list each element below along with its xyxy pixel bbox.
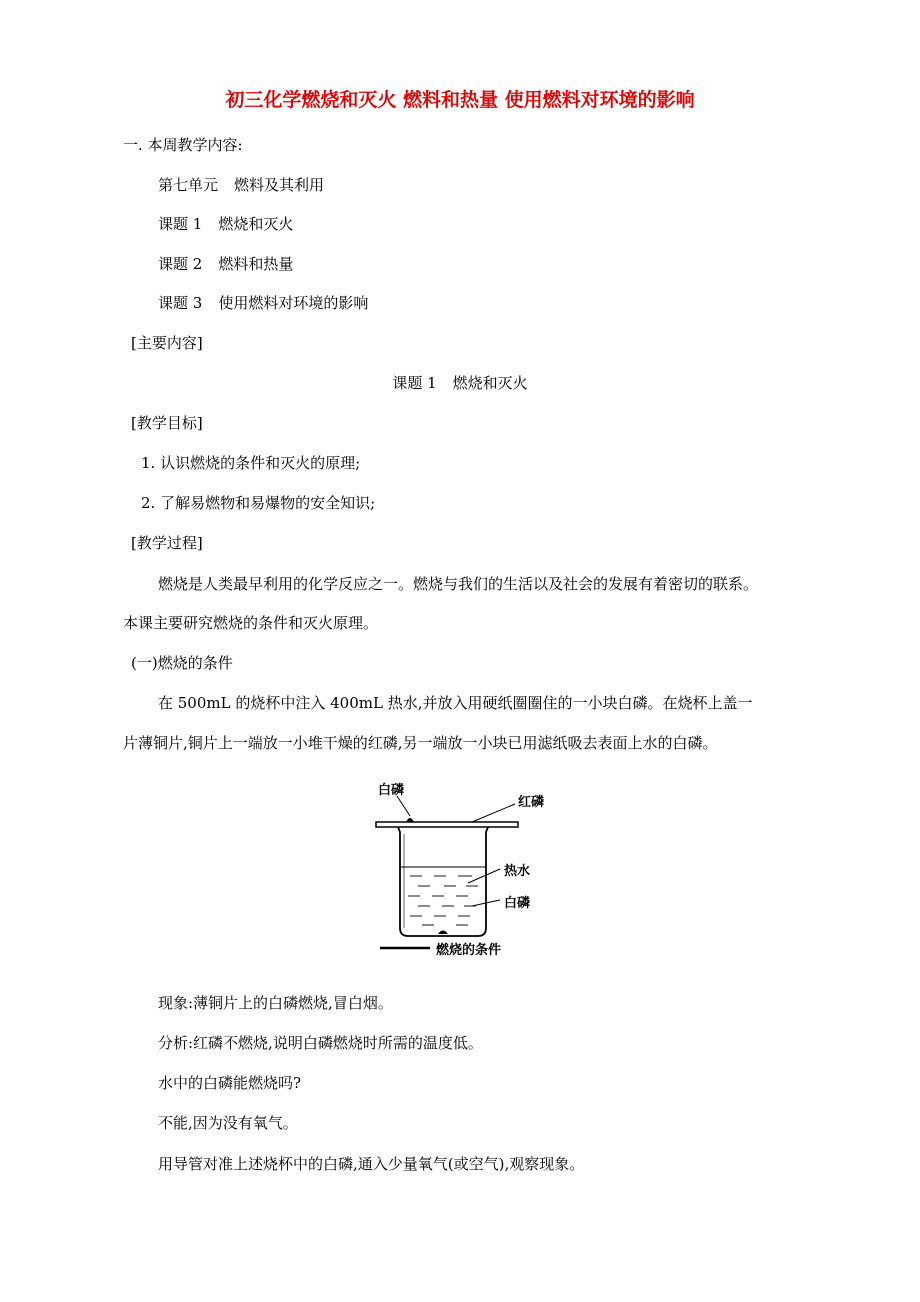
teaching-goals-heading: [教学目标] <box>131 414 203 432</box>
white-phosphorus-in-water <box>438 931 448 935</box>
subsection-heading: (一)燃烧的条件 <box>131 654 233 672</box>
unit-line <box>158 175 324 195</box>
answer-line: 不能,因为没有氧气。 <box>158 1114 298 1132</box>
topic-3-label: 课题 3 <box>158 294 203 312</box>
topic-2-name: 燃料和热量 <box>218 255 294 273</box>
center-topic-heading <box>0 373 920 393</box>
teaching-process-heading: [教学过程] <box>131 534 203 552</box>
section-heading-weekly-content: 一. 本周教学内容: <box>123 136 243 154</box>
combustion-conditions-figure <box>360 770 560 960</box>
intro-paragraph-line-2: 本课主要研究燃烧的条件和灭火原理。 <box>123 614 379 632</box>
copper-plate <box>376 822 518 827</box>
water-dashes <box>408 876 478 925</box>
figure-caption: 燃烧的条件 <box>436 943 502 958</box>
center-topic-name: 燃烧和灭火 <box>452 374 528 392</box>
intro-paragraph-line-1: 燃烧是人类最早利用的化学反应之一。燃烧与我们的生活以及社会的发展有着密切的联系。 <box>158 575 759 593</box>
white-phosphorus-on-plate <box>406 818 414 822</box>
goal-item-2: 2. 了解易燃物和易爆物的安全知识; <box>141 494 376 512</box>
label-white-phosphorus-water: 白磷 <box>504 896 531 911</box>
topic-2-line <box>158 254 293 274</box>
topic-1-line <box>158 214 293 234</box>
label-red-phosphorus: 红磷 <box>518 795 545 810</box>
experiment-paragraph-line-2: 片薄铜片,铜片上一端放一小堆干燥的红磷,另一端放一小块已用滤纸吸去表面上水的白磷。 <box>123 734 718 752</box>
document-title: 初三化学燃烧和灭火 燃料和热量 使用燃料对环境的影响 <box>225 89 695 111</box>
center-topic-label: 课题 1 <box>392 374 437 392</box>
leader-white-p-top <box>397 796 410 816</box>
next-step-line: 用导管对准上述烧杯中的白磷,通入少量氧气(或空气),观察现象。 <box>158 1155 585 1173</box>
goal-item-1: 1. 认识燃烧的条件和灭火的原理; <box>141 454 361 472</box>
leader-hot-water <box>468 869 500 883</box>
topic-3-line <box>158 293 368 313</box>
label-hot-water: 热水 <box>504 864 531 879</box>
analysis-line: 分析:红磷不燃烧,说明白磷燃烧时所需的温度低。 <box>158 1034 483 1052</box>
beaker <box>398 827 488 936</box>
main-content-heading: [主要内容] <box>131 334 203 352</box>
label-white-phosphorus-top: 白磷 <box>378 783 405 798</box>
question-line: 水中的白磷能燃烧吗? <box>158 1074 302 1092</box>
experiment-paragraph-line-1: 在 500mL 的烧杯中注入 400mL 热水,并放入用硬纸圈圈住的一小块白磷。在烧杯上盖一 <box>158 694 753 712</box>
phenomenon-line: 现象:薄铜片上的白磷燃烧,冒白烟。 <box>158 994 393 1012</box>
topic-1-name: 燃烧和灭火 <box>218 215 294 233</box>
leader-red-p <box>472 804 515 822</box>
unit-name: 燃料及其利用 <box>234 176 325 194</box>
topic-1-label: 课题 1 <box>158 215 203 233</box>
topic-2-label: 课题 2 <box>158 255 203 273</box>
topic-3-name: 使用燃料对环境的影响 <box>218 294 369 312</box>
unit-label: 第七单元 <box>158 176 219 194</box>
